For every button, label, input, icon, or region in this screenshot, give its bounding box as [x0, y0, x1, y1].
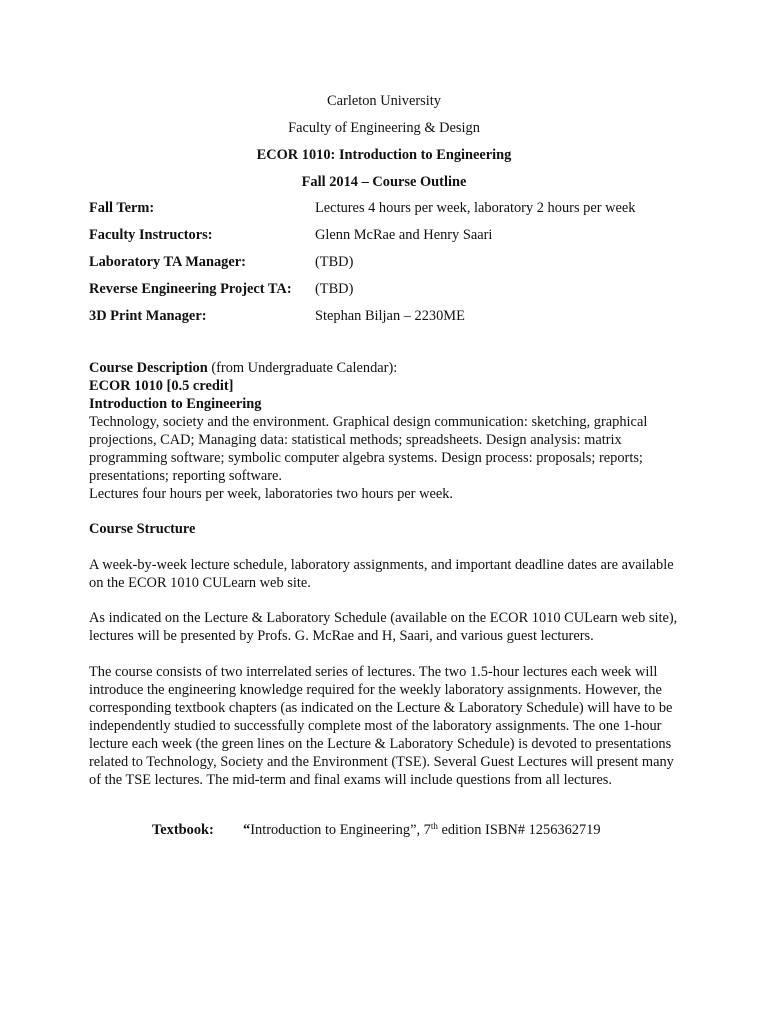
course-name: Introduction to Engineering — [89, 396, 262, 412]
edition-superscript: th — [430, 821, 438, 831]
faculty-name: Faculty of Engineering & Design — [288, 120, 480, 136]
outline-title: Fall 2014 – Course Outline — [301, 174, 467, 190]
info-value: Lectures 4 hours per week, laboratory 2 hours per week — [315, 200, 636, 216]
info-label: 3D Print Manager: — [89, 308, 207, 324]
course-hours: Lectures four hours per week, laboratories two hours per week. — [89, 486, 454, 502]
course-title: ECOR 1010: Introduction to Engineering — [256, 147, 512, 163]
course-code: ECOR 1010 [0.5 credit] — [89, 378, 234, 394]
textbook-title: Introduction to Engineering — [250, 822, 411, 838]
info-label: Reverse Engineering Project TA: — [89, 281, 292, 297]
description-heading-text: Course Description — [89, 360, 208, 376]
structure-paragraph: The course consists of two interrelated series of lectures. The two 1.5-hour lectures each week will introduce the engineering knowledge required for the weekly laboratory assignments. However, the corresponding textbook chapters (as indicated on the Lecture & Laboratory Schedule) will have to be independently studied to successfully complete most of the laboratory assignments. The one 1-hour lecture each week (the green lines on the Lecture & Laboratory Schedule) is devoted to presentations related to Technology, Society and the Environment (TSE). Several Guest Lectures will present many of the TSE lectures. The mid-term and final exams will include questions from all lectures. — [89, 664, 674, 788]
textbook-open-quote: “ — [243, 822, 251, 838]
info-value: Glenn McRae and Henry Saari — [315, 227, 493, 243]
info-value: (TBD) — [315, 254, 354, 270]
structure-paragraph: A week-by-week lecture schedule, laboratory assignments, and important deadline dates are available on the ECOR 1010 CULearn web site. — [89, 557, 674, 591]
info-value: Stephan Biljan – 2230ME — [315, 308, 465, 324]
university-name: Carleton University — [327, 93, 441, 109]
structure-paragraph: As indicated on the Lecture & Laboratory Schedule (available on the ECOR 1010 CULearn web site), lectures will be presented by Profs. G. McRae and H, Saari, and various guest lecturers. — [89, 610, 678, 644]
textbook-close-quote: ”, 7 — [410, 822, 431, 838]
description-heading-suffix: (from Undergraduate Calendar): — [207, 360, 398, 376]
textbook-value — [243, 821, 601, 839]
textbook-label: Textbook: — [152, 822, 214, 838]
info-label: Fall Term: — [89, 200, 155, 216]
course-description-body: Technology, society and the environment. Graphical design communication: sketching, graphical projections, CAD; Managing data: statistical methods; spreadsheets. Design analysis: matrix programming software; symbolic computer algebra systems. Design process: proposals; reports; presentations; reporting software. — [89, 414, 648, 484]
course-description-heading — [89, 359, 689, 377]
info-value: (TBD) — [315, 281, 354, 297]
info-label: Laboratory TA Manager: — [89, 254, 246, 270]
info-label: Faculty Instructors: — [89, 227, 213, 243]
course-structure-heading: Course Structure — [89, 521, 196, 537]
course-description-section — [89, 359, 689, 503]
textbook-isbn: edition ISBN# 1256362719 — [437, 822, 601, 838]
